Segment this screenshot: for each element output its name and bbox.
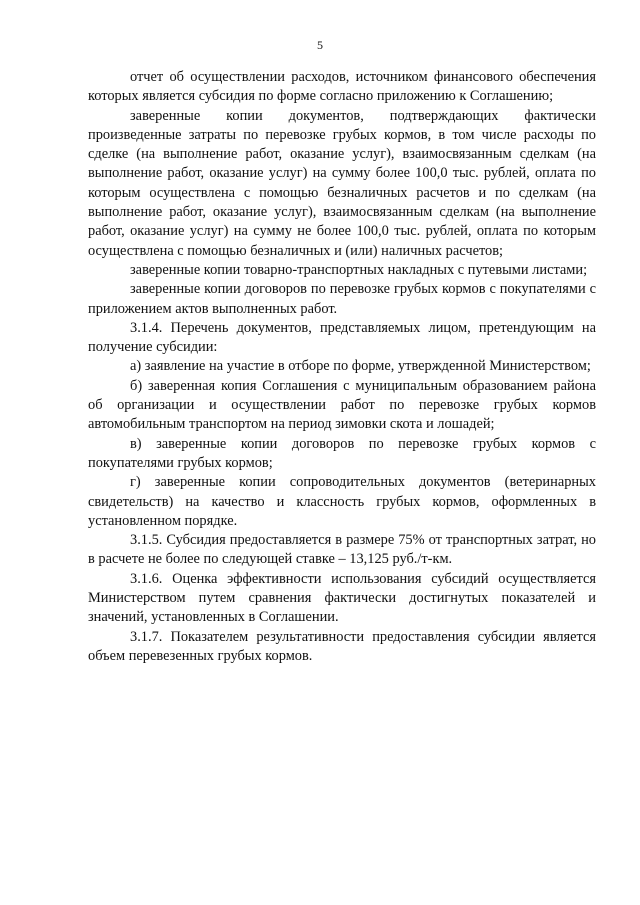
paragraph-cost-documents: заверенные копии документов, подтверждающих фактически произведенные затраты по перевозке грубых кормов, в том числе расходы по сделке (на выполнение работ, оказание услуг), взаимосвязанным сделкам (на выполнение работ, оказание услуг) на сумму более 100,0 тыс. рублей, оплата по которым осуществлена с помощью безналичных расчетов и по сделкам (на выполнение работ, оказание услуг), взаимосвязанным сделкам (на выполнение работ, оказание услуг) на сумму не более 100,0 тыс. рублей, оплата по которым осуществлена с помощью безналичных и (или) наличных расчетов;: [88, 107, 596, 259]
list-item-v: в) заверенные копии договоров по перевозке грубых кормов с покупателями грубых кормов;: [88, 435, 596, 471]
paragraph-3-1-7: 3.1.7. Показателем результативности предоставления субсидии является объем перевезенных грубых кормов.: [88, 628, 596, 664]
paragraph-3-1-5: 3.1.5. Субсидия предоставляется в размере 75% от транспортных затрат, но в расчете не более по следующей ставке – 13,125 руб./т-км.: [88, 532, 596, 568]
paragraph-waybills: заверенные копии товарно-транспортных накладных с путевыми листами;: [130, 261, 588, 278]
list-item-a: а) заявление на участие в отборе по форме, утвержденной Министерством;: [130, 358, 591, 375]
paragraph-3-1-4: 3.1.4. Перечень документов, представляемых лицом, претендующим на получение субсидии:: [88, 319, 596, 356]
document-body: [88, 68, 596, 666]
list-item-b: б) заверенная копия Соглашения с муниципальным образованием района об организации и осуществлении работ по перевозке грубых кормов автомобильным транспортом на период зимовки скота и лошадей;: [88, 377, 596, 433]
paragraph-contracts: заверенные копии договоров по перевозке грубых кормов с покупателями с приложением актов выполненных работ.: [88, 281, 596, 317]
paragraph-3-1-6: 3.1.6. Оценка эффективности использования субсидий осуществляется Министерством путем сравнения фактически достигнутых показателей и значений, установленных в Соглашении.: [88, 570, 596, 626]
page-number: 5: [317, 38, 323, 52]
list-item-g: г) заверенные копии сопроводительных документов (ветеринарных свидетельств) на качество и классность грубых кормов, оформленных в установленном порядке.: [88, 474, 596, 529]
paragraph-report: отчет об осуществлении расходов, источником финансового обеспечения которых является субсидия по форме согласно приложению к Соглашению;: [88, 69, 596, 105]
